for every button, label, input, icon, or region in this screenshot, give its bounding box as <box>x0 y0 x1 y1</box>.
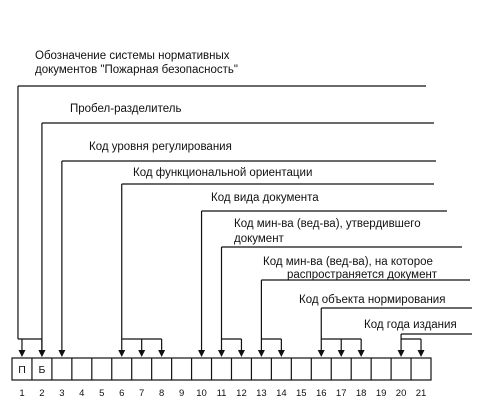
arrow-head <box>118 350 125 357</box>
position-number: 3 <box>59 388 65 399</box>
position-number: 5 <box>99 388 105 399</box>
arrow-head <box>398 350 405 357</box>
position-number: 11 <box>216 388 227 399</box>
arrow-head <box>218 350 225 357</box>
label-8: Код года издания <box>364 319 457 331</box>
position-number: 8 <box>158 388 165 399</box>
position-number: 2 <box>39 388 45 399</box>
arrow-head <box>158 350 165 357</box>
position-number: 9 <box>178 388 185 399</box>
arrow-head <box>238 350 245 357</box>
code-cell: П <box>18 364 26 376</box>
arrow-head <box>318 350 325 357</box>
arrow-head <box>278 350 285 357</box>
position-number: 15 <box>296 388 307 399</box>
arrow-head <box>258 350 265 357</box>
label-7: Код объекта нормирования <box>299 294 446 306</box>
label-5: Код мин-ва (вед-ва), утвердившего <box>234 218 421 230</box>
arrow-head <box>58 350 65 357</box>
label-6: Код мин-ва (вед-ва), на которое <box>263 256 433 268</box>
label-1: Пробел-разделитель <box>70 103 182 115</box>
position-number: 19 <box>375 388 387 399</box>
label-5: документ <box>234 233 284 245</box>
arrow-head <box>418 350 425 357</box>
arrow-head <box>38 350 45 357</box>
title-line: Обозначение системы нормативных <box>35 50 230 62</box>
code-cell: Б <box>38 364 46 376</box>
arrow-head <box>358 350 365 357</box>
position-number: 10 <box>196 388 207 399</box>
title-line: документов "Пожарная безопасность" <box>35 64 238 76</box>
arrow-head <box>338 350 345 357</box>
position-number: 12 <box>236 388 247 399</box>
arrow-head <box>138 350 145 357</box>
position-number: 21 <box>415 388 427 399</box>
position-number: 18 <box>355 388 367 399</box>
position-number: 6 <box>119 388 125 399</box>
position-number: 7 <box>139 388 145 399</box>
label-4: Код вида документа <box>211 192 319 204</box>
code-box <box>12 358 431 380</box>
label-3: Код функциональной ориентации <box>133 167 313 179</box>
position-number: 14 <box>276 388 287 399</box>
position-number: 16 <box>315 388 327 399</box>
position-number: 13 <box>256 388 267 399</box>
position-number: 17 <box>335 388 347 399</box>
position-number: 4 <box>79 388 85 399</box>
arrow-head <box>18 350 25 357</box>
position-number: 1 <box>19 388 25 399</box>
arrow-head <box>198 350 205 357</box>
label-6: распространяется документ <box>287 269 438 281</box>
label-2: Код уровня регулирования <box>89 141 232 153</box>
position-number: 20 <box>395 388 407 399</box>
